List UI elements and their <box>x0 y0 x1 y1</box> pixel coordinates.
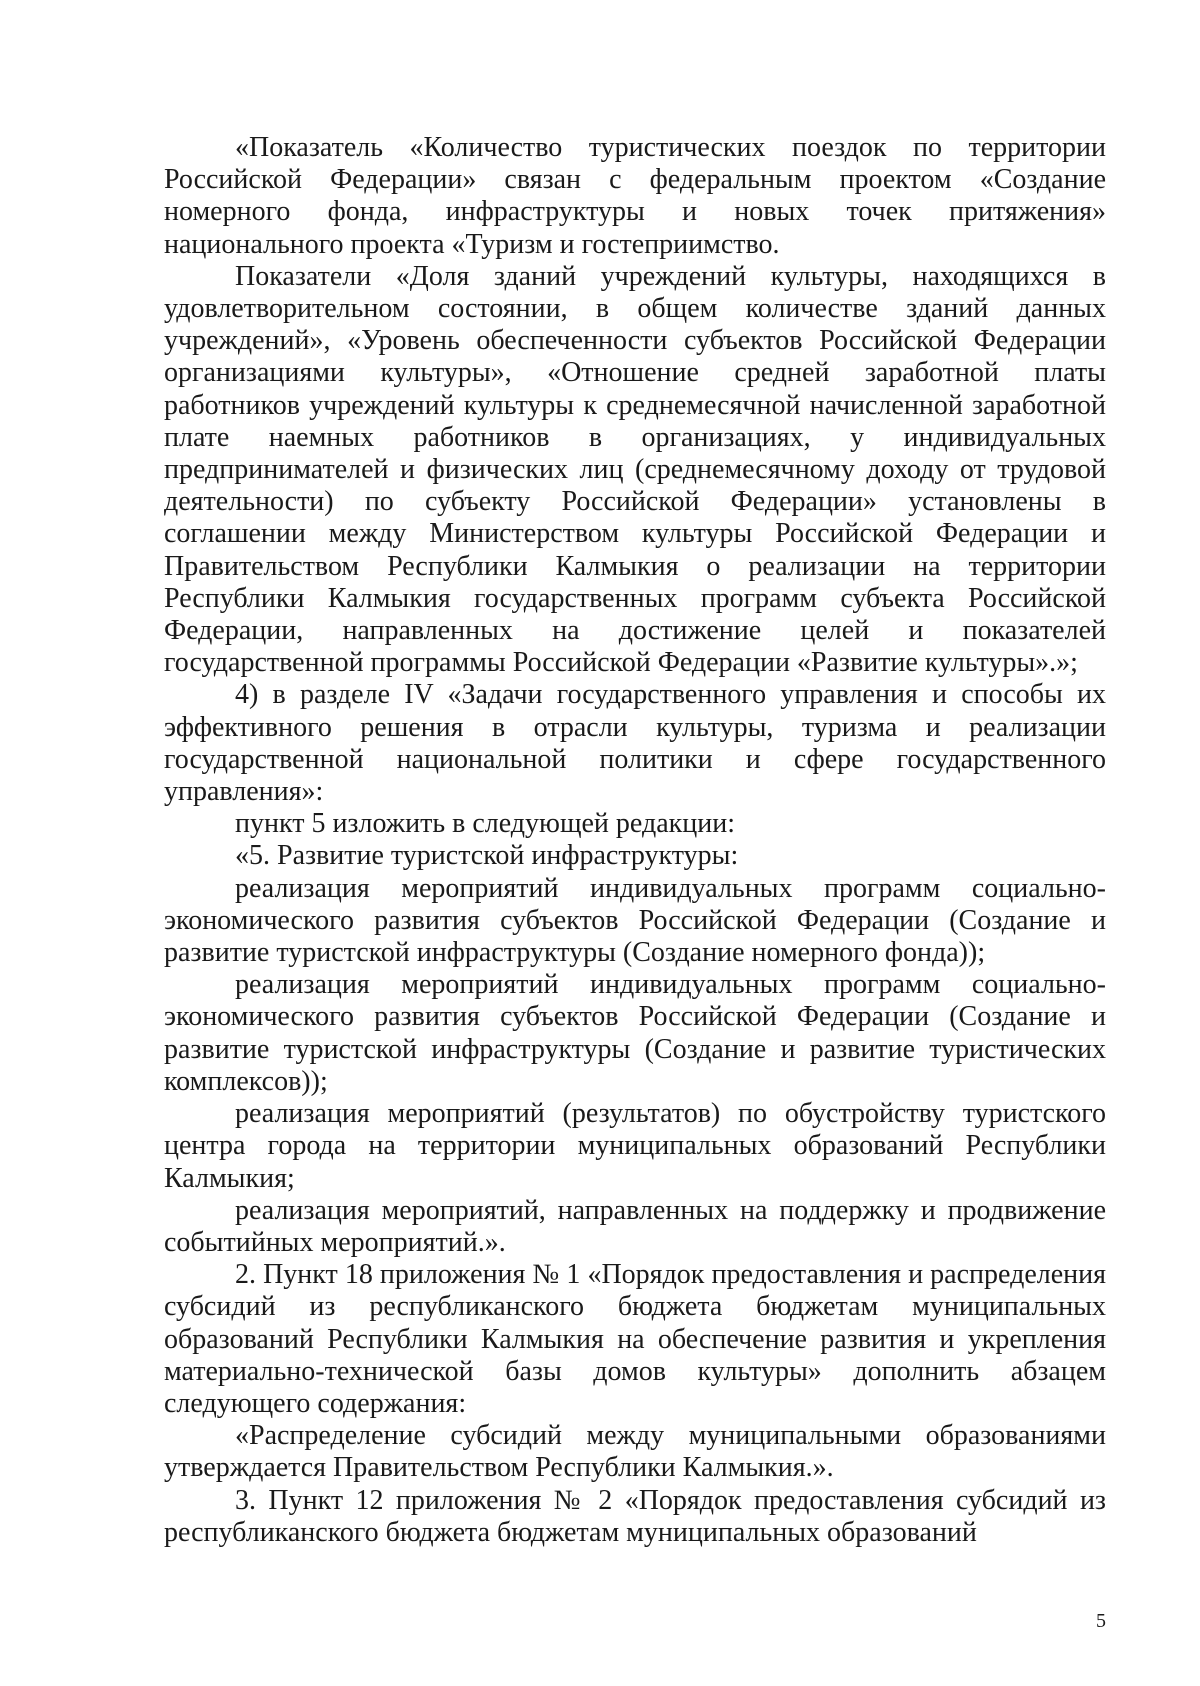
paragraph-appendix-2: 3. Пункт 12 приложения № 2 «Порядок предоставления субсидий из республиканского бюджета бюджетам муниципальных образований <box>164 1484 1106 1548</box>
paragraph-measure-city-center: реализация мероприятий (результатов) по обустройству туристского центра города на территории муниципальных образований Республики Калмыкия; <box>164 1098 1106 1194</box>
paragraph-subsidy-distribution: «Распределение субсидий между муниципальными образованиями утверждается Правительством Республики Калмыкия.». <box>164 1420 1106 1484</box>
page-number: 5 <box>1096 1610 1106 1632</box>
paragraph-measure-room-fund: реализация мероприятий индивидуальных программ социально-экономического развития субъектов Российской Федерации (Создание и развитие туристской инфраструктуры (Создание номерного фонда)); <box>164 872 1106 969</box>
paragraph-point-5-intro: пункт 5 изложить в следующей редакции: <box>235 808 735 840</box>
paragraph-tourism-indicator: «Показатель «Количество туристических поездок по территории Российской Федерации» связан с федеральным проектом «Создание номерного фонда, инфраструктуры и новых точек притяжения» национального проекта «Туризм и гостеприимство. <box>164 132 1106 260</box>
paragraph-measure-events: реализация мероприятий, направленных на поддержку и продвижение событийных мероприятий.». <box>164 1194 1106 1258</box>
paragraph-point-5-title: «5. Развитие туристской инфраструктуры: <box>235 840 739 872</box>
paragraph-measure-complexes: реализация мероприятий индивидуальных программ социально-экономического развития субъектов Российской Федерации (Создание и развитие туристской инфраструктуры (Создание и развитие туристических комплексов)); <box>164 969 1106 1097</box>
paragraph-section-iv: 4) в разделе IV «Задачи государственного управления и способы их эффективного решения в отрасли культуры, туризма и реализации государственной национальной политики и сфере государственного управления»: <box>164 679 1106 808</box>
document-body <box>164 132 1106 1549</box>
paragraph-culture-indicators: Показатели «Доля зданий учреждений культуры, находящихся в удовлетворительном состоянии, в общем количестве зданий данных учреждений», «Уровень обеспеченности субъектов Российской Федерации организациями культуры», «Отношение средней заработной платы работников учреждений культуры к среднемесячной начисленной заработной плате наемных работников в организациях, у индивидуальных предпринимателей и физических лиц (среднемесячному доходу от трудовой деятельности) по субъекту Российской Федерации» установлены в соглашении между Министерством культуры Российской Федерации и Правительством Республики Калмыкия о реализации на территории Республики Калмыкия государственных программ субъекта Российской Федерации, направленных на достижение целей и показателей государственной программы Российской Федерации «Развитие культуры».»; <box>164 260 1106 679</box>
paragraph-appendix-1: 2. Пункт 18 приложения № 1 «Порядок предоставления и распределения субсидий из республиканского бюджета бюджетам муниципальных образований Республики Калмыкия на обеспечение развития и укрепления материально-технической базы домов культуры» дополнить абзацем следующего содержания: <box>164 1259 1106 1419</box>
